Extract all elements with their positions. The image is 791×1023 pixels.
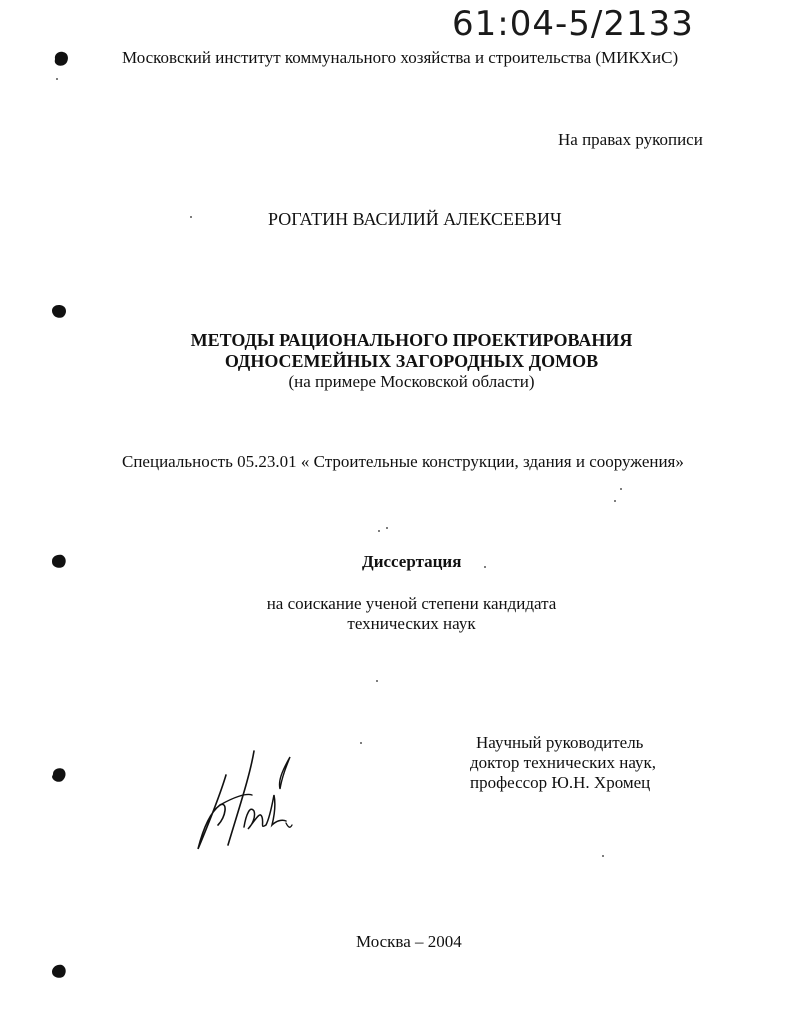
binding-hole-icon (50, 552, 68, 570)
title-line-2: ОДНОСЕМЕЙНЫХ ЗАГОРОДНЫХ ДОМОВ (224, 351, 599, 371)
degree-purpose-line-1: на соискание ученой степени кандидата (266, 594, 557, 613)
dissertation-label: Диссертация (362, 552, 462, 571)
scan-speck (614, 500, 616, 502)
title-subtitle: (на примере Московской области) (288, 372, 535, 391)
binding-hole-icon (50, 962, 68, 980)
scan-speck (190, 216, 192, 218)
scan-speck (360, 742, 362, 744)
scan-speck (602, 855, 604, 857)
scan-speck (376, 680, 378, 682)
supervisor-degree: доктор технических наук, (470, 753, 657, 772)
scan-speck (386, 527, 388, 529)
scan-speck (56, 78, 58, 80)
scan-speck (620, 488, 622, 490)
institute-name: Московский институт коммунального хозяйства и строительства (МИКХиС) (122, 48, 679, 67)
archive-stamp-number: 61:04-5/2133 (452, 4, 694, 44)
binding-hole-icon (50, 766, 68, 784)
author-name: РОГАТИН ВАСИЛИЙ АЛЕКСЕЕВИЧ (268, 209, 562, 229)
degree-purpose-line-2: технических наук (347, 614, 476, 633)
scan-speck (484, 566, 486, 568)
manuscript-rights-note: На правах рукописи (558, 130, 703, 149)
supervisor-title: Научный руководитель (476, 733, 644, 752)
specialty-line: Специальность 05.23.01 « Строительные конструкции, здания и сооружения» (122, 452, 684, 471)
degree-purpose (0, 594, 791, 634)
scan-speck (378, 530, 380, 532)
dissertation-title (0, 330, 791, 392)
binding-hole-icon (50, 302, 68, 320)
supervisor-name: профессор Ю.Н. Хромец (470, 773, 651, 792)
handwritten-signature (190, 745, 310, 855)
binding-hole-icon (52, 50, 70, 68)
title-line-1: МЕТОДЫ РАЦИОНАЛЬНОГО ПРОЕКТИРОВАНИЯ (190, 330, 633, 350)
place-and-year: Москва – 2004 (356, 932, 462, 951)
